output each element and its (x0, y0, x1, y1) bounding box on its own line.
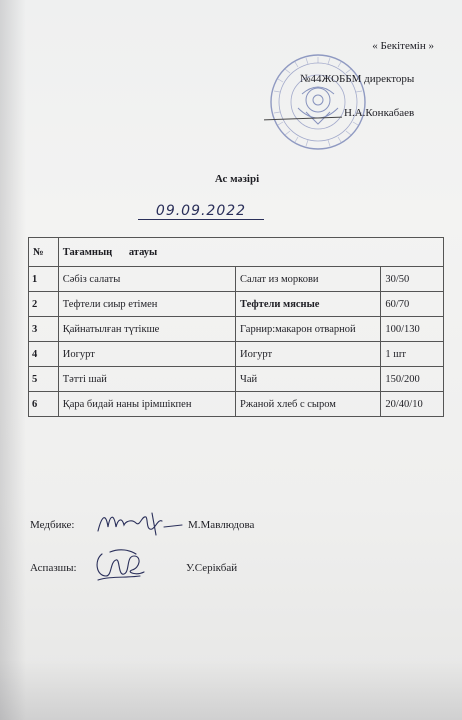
row-number: 2 (29, 292, 59, 317)
dish-name-kazakh: Тефтели сиыр етімен (58, 292, 235, 317)
row-number: 1 (29, 267, 59, 292)
menu-table (28, 237, 444, 417)
nurse-label: Медбике: (30, 519, 75, 531)
row-number: 3 (29, 317, 59, 342)
table-row (29, 267, 444, 292)
approval-director-title: №44ЖОББМ директоры (300, 73, 415, 85)
dish-name-kazakh: Сәбіз салаты (58, 267, 235, 292)
page-shadow-bottom (0, 660, 462, 720)
nurse-handwritten-signature (92, 505, 184, 539)
cook-label: Аспазшы: (30, 562, 77, 574)
portion-amount: 20/40/10 (381, 392, 444, 417)
approval-director-name: Н.А.Конкабаев (344, 107, 415, 119)
table-row (29, 367, 444, 392)
table-header-row (29, 238, 444, 267)
cook-name: У.Серікбай (186, 562, 238, 574)
dish-name-russian: Гарнир:макарон отварной (236, 317, 381, 342)
dish-name-russian: Ржаной хлеб с сыром (236, 392, 381, 417)
portion-amount: 100/130 (381, 317, 444, 342)
portion-amount: 150/200 (381, 367, 444, 392)
official-seal-stamp (268, 52, 368, 152)
table-row (29, 342, 444, 367)
table-row (29, 292, 444, 317)
document-title: Ас мәзірі (214, 173, 260, 185)
dish-name-kazakh: Иогурт (58, 342, 235, 367)
dish-name-russian: Иогурт (236, 342, 381, 367)
row-number: 6 (29, 392, 59, 417)
dish-name-kazakh: Қайнатылған түтікше (58, 317, 235, 342)
dish-name-kazakh: Қара бидай наны ірімшікпен (58, 392, 235, 417)
dish-name-kazakh: Тәтті шай (58, 367, 235, 392)
cook-handwritten-signature (90, 546, 148, 584)
portion-amount: 60/70 (381, 292, 444, 317)
portion-amount: 30/50 (381, 267, 444, 292)
table-row (29, 317, 444, 342)
row-number: 5 (29, 367, 59, 392)
dish-name-russian: Тефтели мясные (236, 292, 381, 317)
approval-heading: « Бекітемін » (372, 40, 434, 52)
row-number: 4 (29, 342, 59, 367)
nurse-name: М.Мавлюдова (188, 519, 255, 531)
dish-name-russian: Салат из моркови (236, 267, 381, 292)
dish-name-russian: Чай (236, 367, 381, 392)
handwritten-date: 09.09.2022 (138, 203, 264, 220)
header-dish-name: Тағамның атауы (58, 238, 443, 267)
page-shadow-left (0, 0, 26, 720)
portion-amount: 1 шт (381, 342, 444, 367)
header-number: № (29, 238, 59, 267)
table-row (29, 392, 444, 417)
